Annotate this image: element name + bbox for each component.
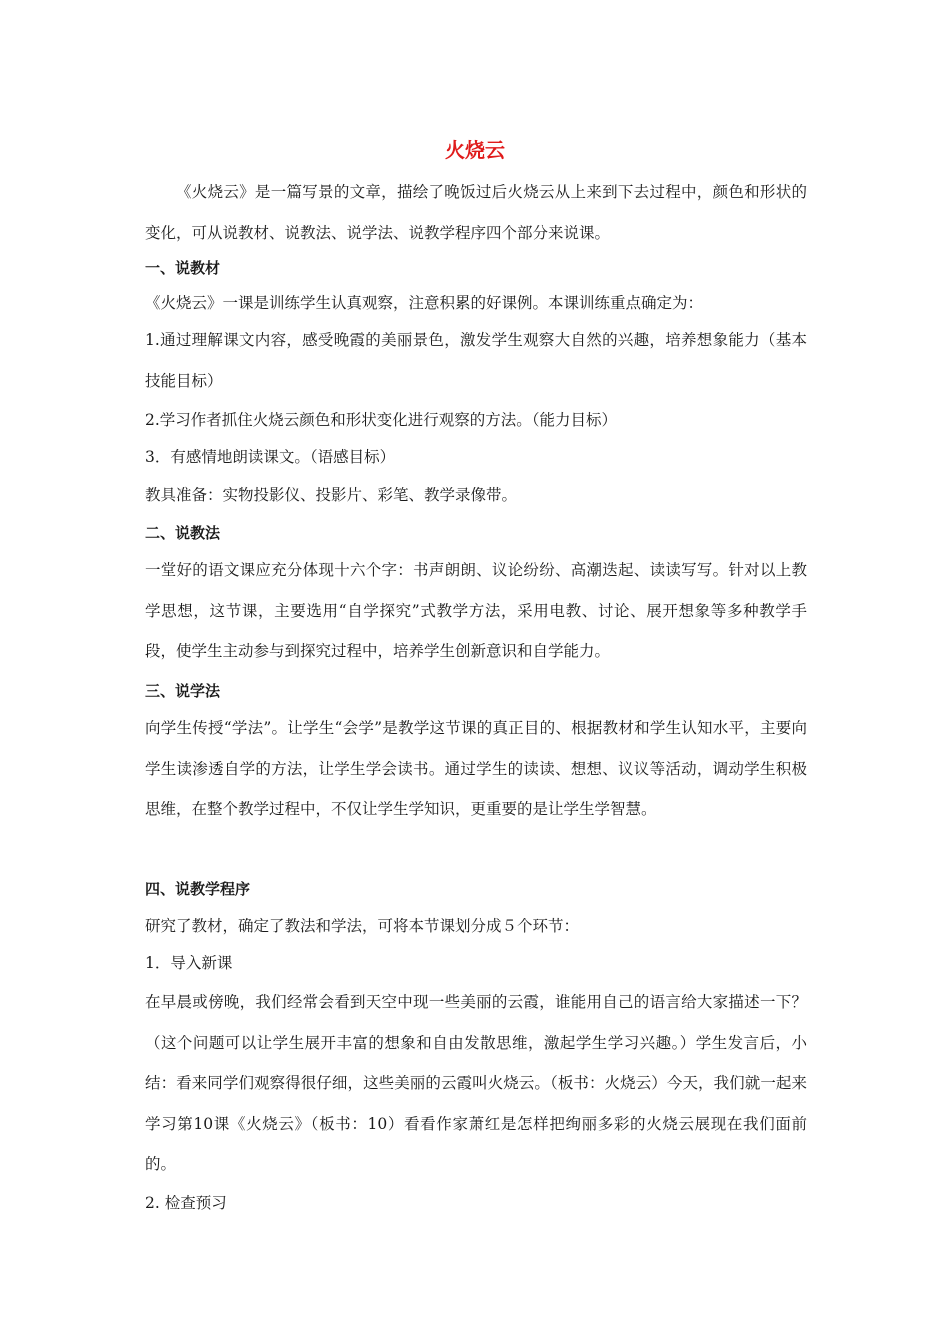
step-2-title: 2. 检查预习 [145,1194,227,1212]
section-heading-method: 二、说教法 [145,524,221,542]
intro-paragraph: 《火烧云》是一篇写景的文章，描绘了晚饭过后火烧云从上来到下去过程中，颜色和形状的变化，可从说教材、说教法、说学法、说教学程序四个部分来说课。 [145,183,807,242]
step-1-title: 1．导入新课 [145,954,233,972]
section-heading-textbook: 一、说教材 [145,259,221,277]
step-1-text: 在早晨或傍晚，我们经常会看到天空中现一些美丽的云霞，谁能用自己的语言给大家描述一下？（这个问题可以让学生展开丰富的想象和自由发散思维，激起学生学习兴趣。）学生发言后，小结：看来同学们观察得很仔细，这些美丽的云霞叫火烧云。（板书：火烧云）今天，我们就一起来学习第10课《火烧云》（板书：10）看看作家萧红是怎样把绚丽多彩的火烧云展现在我们面前的。 [145,993,807,1173]
teaching-tools: 教具准备：实物投影仪、投影片、彩笔、教学录像带。 [145,486,518,504]
goal-item-2: 2.学习作者抓住火烧云颜色和形状变化进行观察的方法。（能力目标） [145,411,618,429]
textbook-paragraph: 《火烧云》一课是训练学生认真观察，注意积累的好课例。本课训练重点确定为： [145,294,704,312]
goal-item-1: 1.通过理解课文内容，感受晚霞的美丽景色，激发学生观察大自然的兴趣，培养想象能力（基本技能目标） [145,331,807,390]
section-heading-procedure: 四、说教学程序 [145,880,251,898]
procedure-paragraph: 研究了教材，确定了教法和学法，可将本节课划分成５个环节： [145,917,580,935]
method-paragraph: 一堂好的语文课应充分体现十六个字：书声朗朗、议论纷纷、高潮迭起、读读写写。针对以上教学思想，这节课，主要选用“自学探究”式教学方法，采用电教、讨论、展开想象等多种教学手段，使学生主动参与到探究过程中，培养学生创新意识和自学能力。 [145,561,807,660]
section-heading-learning: 三、说学法 [145,682,221,700]
document-title: 火烧云 [445,138,505,162]
learning-paragraph: 向学生传授“学法”。让学生“会学”是教学这节课的真正目的、根据教材和学生认知水平，主要向学生读渗透自学的方法，让学生学会读书。通过学生的读读、想想、议议等活动，调动学生积极思维，在整个教学过程中，不仅让学生学知识，更重要的是让学生学智慧。 [145,719,807,818]
goal-item-3: 3．有感情地朗读课文。（语感目标） [145,448,396,466]
